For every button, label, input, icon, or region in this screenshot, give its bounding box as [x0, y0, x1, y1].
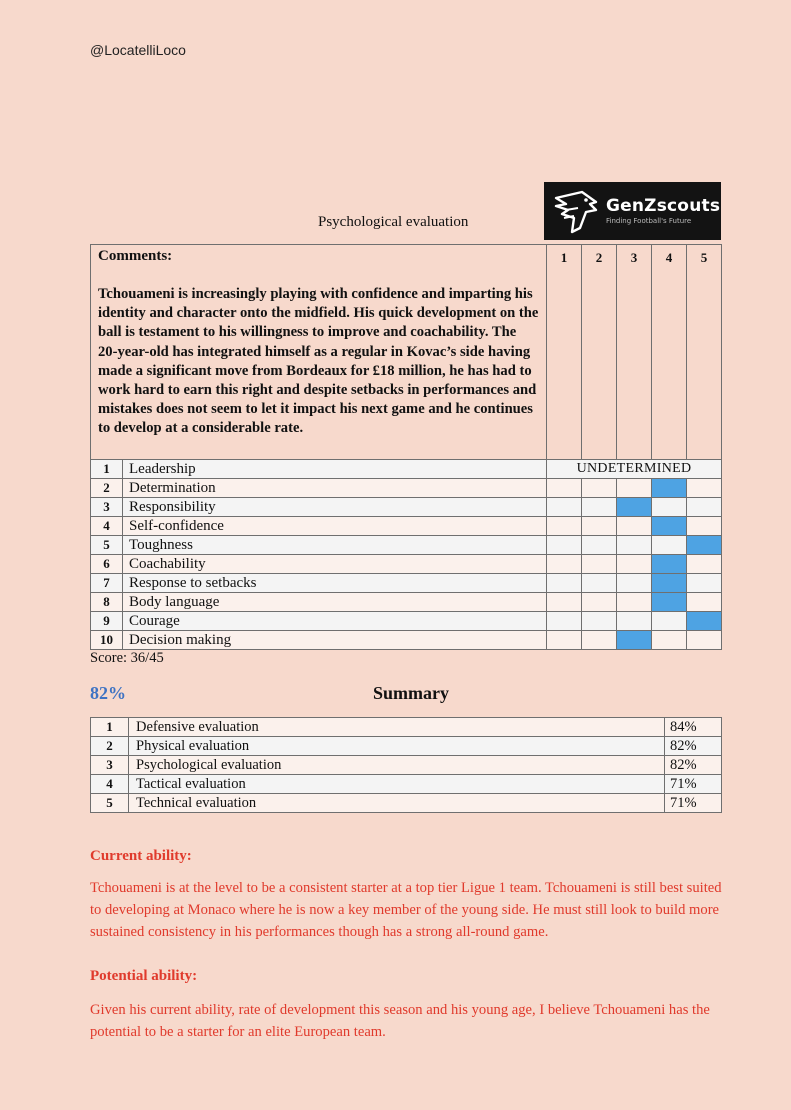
summary-number: 2 [91, 737, 129, 756]
rating-cell [582, 517, 617, 536]
rating-cell [687, 631, 722, 650]
rating-cell [547, 574, 582, 593]
scale-header-1: 1 [547, 245, 582, 460]
rating-cell [617, 536, 652, 555]
trait-label: Responsibility [123, 498, 547, 517]
rating-mark [617, 631, 652, 650]
rating-mark [652, 593, 687, 612]
trait-label: Body language [123, 593, 547, 612]
rating-cell [582, 479, 617, 498]
summary-row [91, 737, 722, 756]
author-handle: @LocatelliLoco [90, 42, 186, 58]
trait-label: Self-confidence [123, 517, 547, 536]
rating-cell [547, 631, 582, 650]
trait-row [91, 555, 722, 574]
rating-cell [547, 479, 582, 498]
rating-mark [652, 574, 687, 593]
score: Score: 36/45 [90, 650, 164, 666]
trait-number: 5 [91, 536, 123, 555]
trait-label: Toughness [123, 536, 547, 555]
rating-cell [687, 555, 722, 574]
rating-cell [617, 555, 652, 574]
summary-value: 84% [665, 718, 722, 737]
rating-cell [687, 517, 722, 536]
eagle-icon [552, 188, 600, 234]
summary-number: 3 [91, 756, 129, 775]
brand-tagline: Finding Football's Future [606, 217, 692, 225]
summary-label: Tactical evaluation [129, 775, 665, 794]
brand-name: GenZscouts [606, 196, 721, 216]
summary-label: Defensive evaluation [129, 718, 665, 737]
rating-cell [687, 479, 722, 498]
rating-mark [652, 517, 687, 536]
scale-header-4: 4 [652, 245, 687, 460]
current-ability-heading: Current ability: [90, 848, 192, 864]
summary-row [91, 794, 722, 813]
summary-table [90, 717, 722, 813]
rating-cell [617, 479, 652, 498]
trait-label: Determination [123, 479, 547, 498]
rating-cell [582, 612, 617, 631]
summary-label: Physical evaluation [129, 737, 665, 756]
trait-row [91, 498, 722, 517]
rating-mark [652, 555, 687, 574]
undetermined-cell: UNDETERMINED [547, 460, 722, 479]
rating-cell [582, 498, 617, 517]
comments-text: Tchouameni is increasingly playing with confidence and imparting his identity and character onto the midfield. His quick development on the ball is testament to his willingness to improve and coachability. The 20-year-old has integrated himself as a regular in Kovac’s side having made a significant move from Bordeaux for £18 million, he has had to work hard to earn this right and despite setbacks in performances and mistakes does not seem to let it impact his next game and he continues to develop at a considerable rate. [98, 286, 539, 437]
rating-cell [617, 612, 652, 631]
trait-number: 9 [91, 612, 123, 631]
summary-value: 71% [665, 794, 722, 813]
rating-mark [617, 498, 652, 517]
genzscouts-logo [544, 182, 721, 240]
trait-number: 4 [91, 517, 123, 536]
rating-cell [652, 536, 687, 555]
summary-number: 5 [91, 794, 129, 813]
comments-label: Comments: [98, 248, 173, 264]
trait-row [91, 536, 722, 555]
trait-number: 8 [91, 593, 123, 612]
summary-number: 1 [91, 718, 129, 737]
summary-number: 4 [91, 775, 129, 794]
comments-cell [91, 245, 547, 460]
overall-percent: 82% [90, 683, 126, 703]
summary-row [91, 775, 722, 794]
potential-ability-text: Given his current ability, rate of development this season and his young age, I believe Tchouameni has the potential to be a starter for an elite European team. [90, 1002, 710, 1040]
rating-cell [617, 574, 652, 593]
summary-title: Summary [373, 683, 449, 703]
trait-number: 3 [91, 498, 123, 517]
potential-ability-heading: Potential ability: [90, 968, 198, 984]
trait-label: Leadership [123, 460, 547, 479]
rating-cell [547, 612, 582, 631]
summary-row [91, 718, 722, 737]
rating-cell [617, 517, 652, 536]
rating-cell [547, 593, 582, 612]
current-ability-text: Tchouameni is at the level to be a consistent starter at a top tier Ligue 1 team. Tchouameni is still best suited to developing at Monaco where he is now a key member of the young side. He must still look to build more sustained consistency in his performances though has a strong all-round game. [90, 880, 722, 940]
summary-value: 82% [665, 737, 722, 756]
scale-header-5: 5 [687, 245, 722, 460]
rating-cell [617, 593, 652, 612]
rating-cell [652, 612, 687, 631]
rating-cell [582, 555, 617, 574]
trait-label: Coachability [123, 555, 547, 574]
rating-mark [687, 612, 722, 631]
rating-cell [687, 593, 722, 612]
summary-row [91, 756, 722, 775]
rating-cell [547, 536, 582, 555]
scale-header-2: 2 [582, 245, 617, 460]
psychological-evaluation-table [90, 244, 722, 650]
summary-value: 71% [665, 775, 722, 794]
trait-row [91, 460, 722, 479]
trait-number: 7 [91, 574, 123, 593]
trait-row [91, 479, 722, 498]
summary-value: 82% [665, 756, 722, 775]
trait-label: Response to setbacks [123, 574, 547, 593]
trait-number: 10 [91, 631, 123, 650]
rating-mark [652, 479, 687, 498]
trait-label: Courage [123, 612, 547, 631]
trait-label: Decision making [123, 631, 547, 650]
rating-cell [547, 498, 582, 517]
summary-label: Technical evaluation [129, 794, 665, 813]
rating-cell [582, 631, 617, 650]
rating-cell [547, 517, 582, 536]
trait-number: 1 [91, 460, 123, 479]
rating-cell [582, 536, 617, 555]
rating-cell [687, 574, 722, 593]
rating-cell [652, 498, 687, 517]
summary-label: Psychological evaluation [129, 756, 665, 775]
rating-mark [687, 536, 722, 555]
rating-cell [687, 498, 722, 517]
rating-cell [582, 574, 617, 593]
scale-header-3: 3 [617, 245, 652, 460]
trait-number: 2 [91, 479, 123, 498]
trait-row [91, 517, 722, 536]
rating-cell [547, 555, 582, 574]
rating-cell [652, 631, 687, 650]
trait-row [91, 612, 722, 631]
trait-row [91, 631, 722, 650]
psychological-title: Psychological evaluation [318, 214, 469, 230]
rating-cell [582, 593, 617, 612]
trait-row [91, 574, 722, 593]
trait-number: 6 [91, 555, 123, 574]
trait-row [91, 593, 722, 612]
